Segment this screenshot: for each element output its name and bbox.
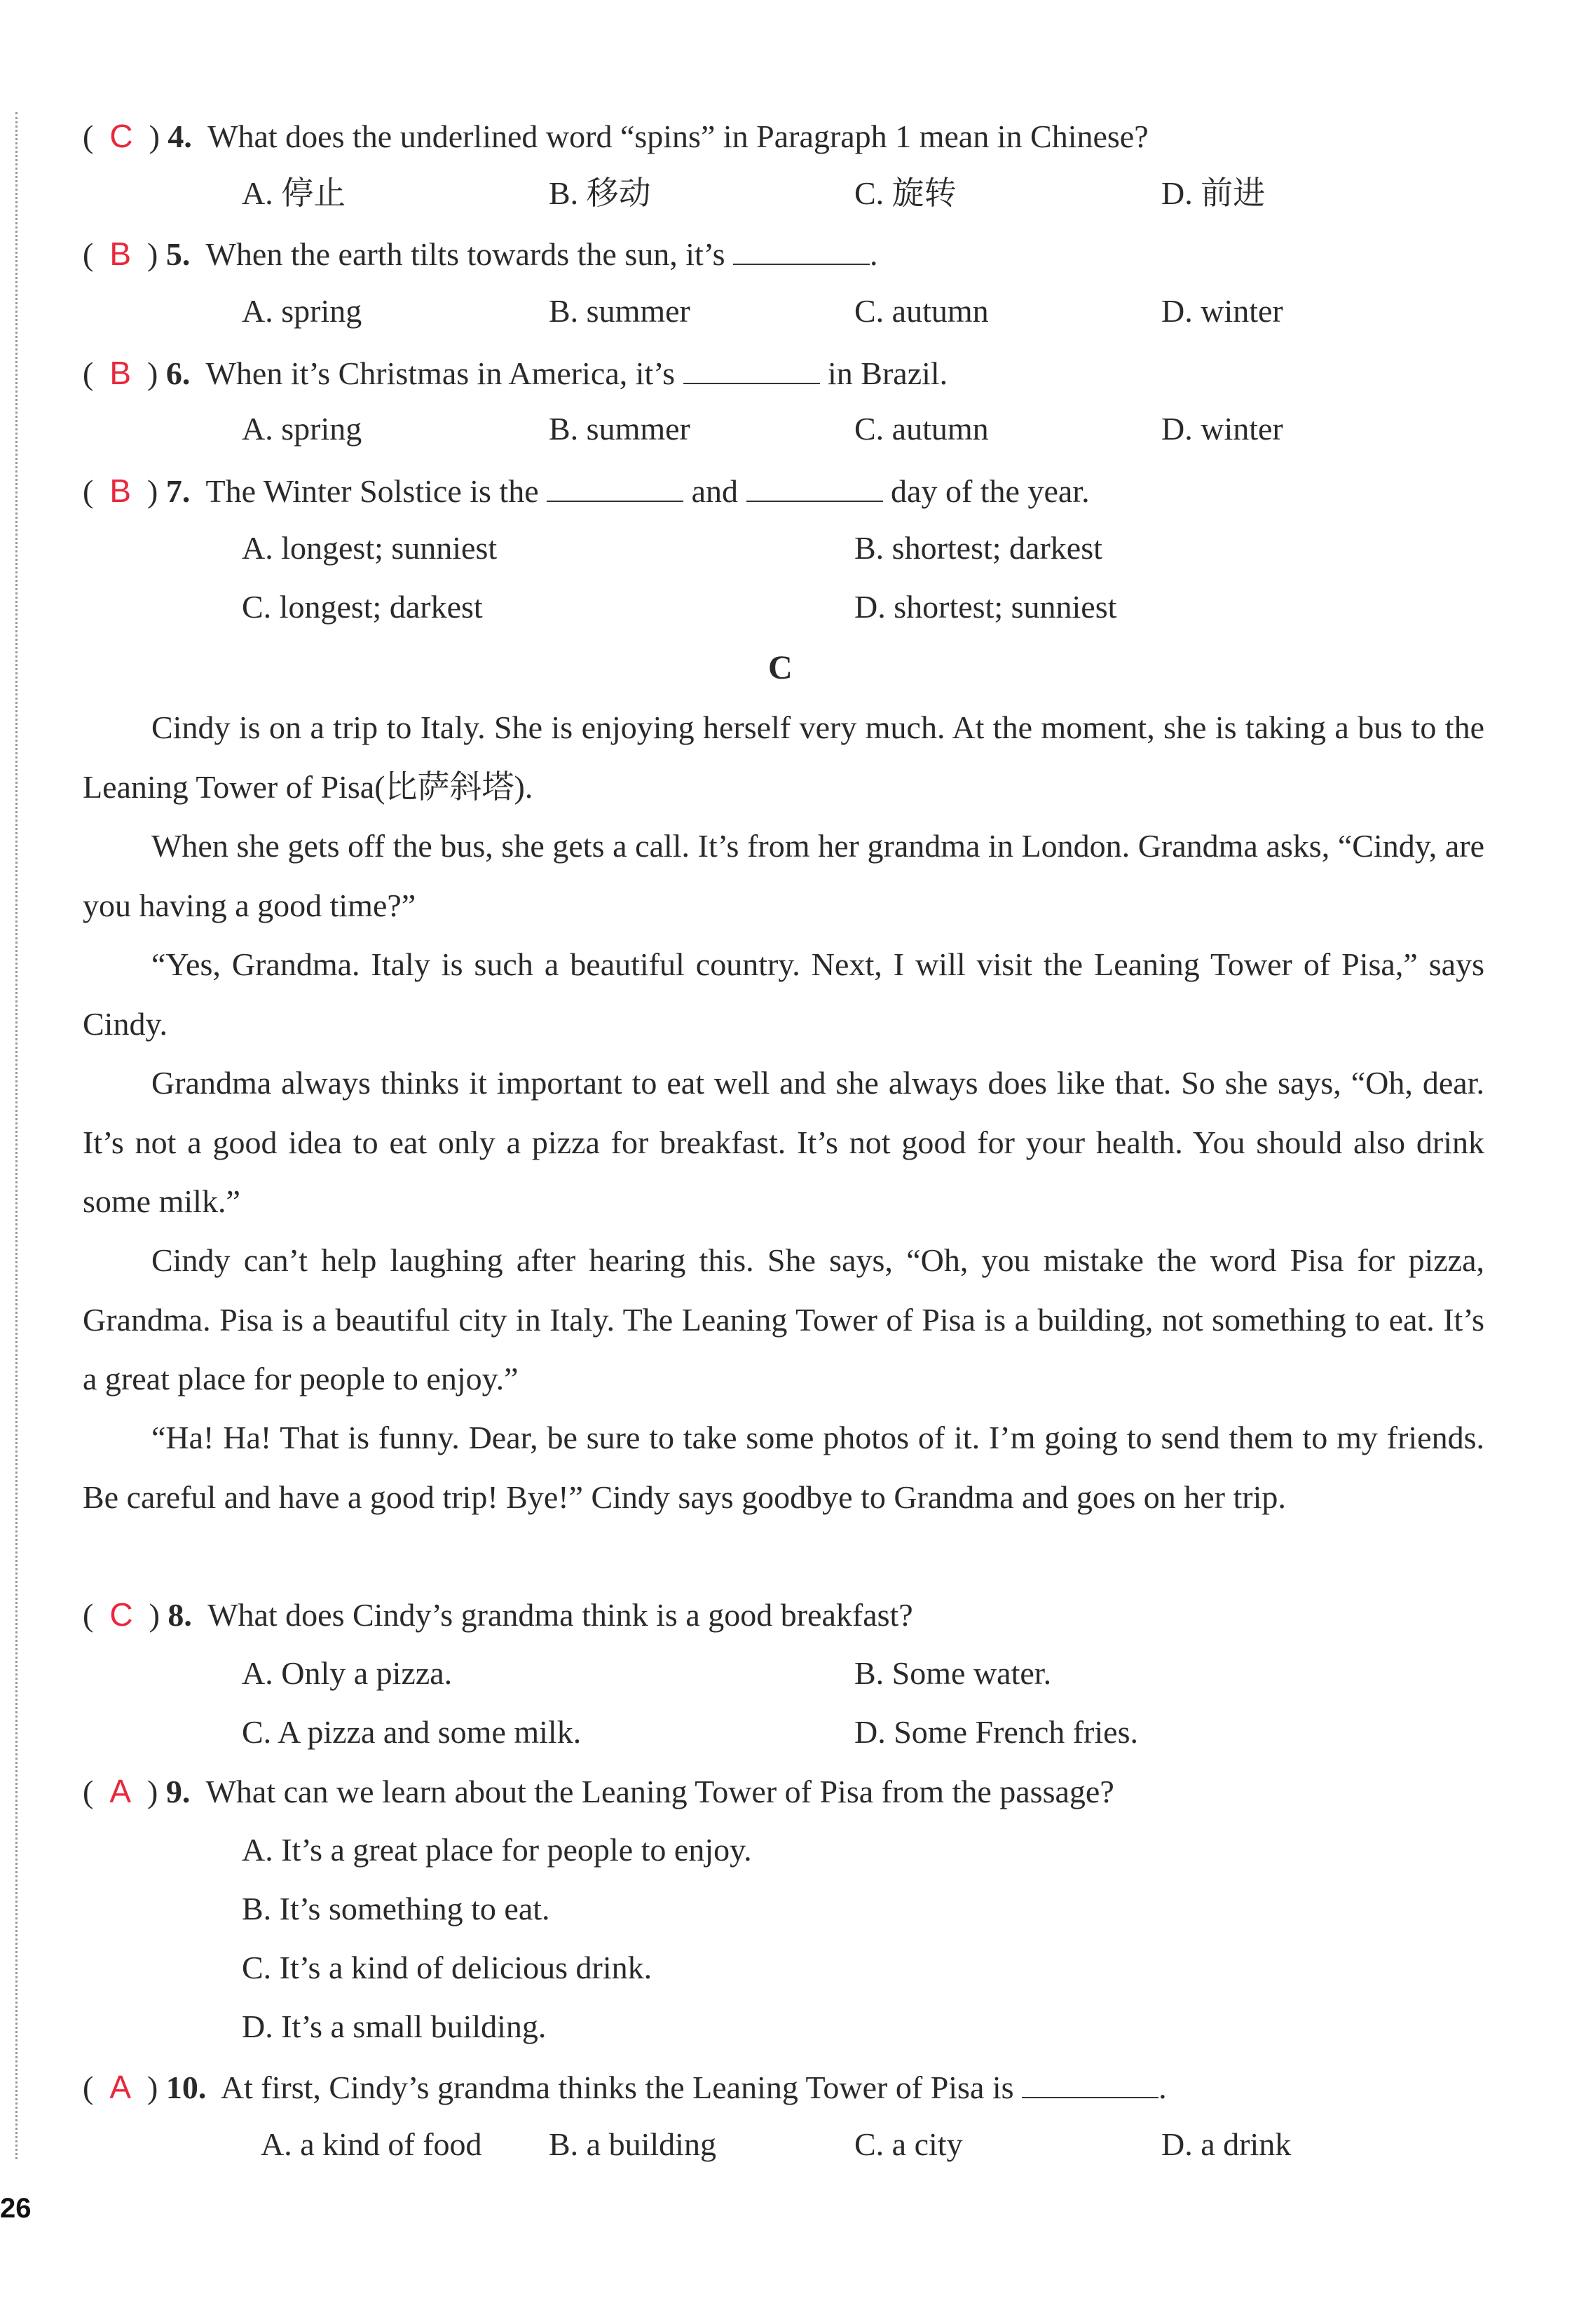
question-9: ( A ) 9. What can we learn about the Leaning Tower of Pisa from the passage? xyxy=(83,1773,1114,1809)
question-5: ( B ) 5. When the earth tilts towards the sun, it’s . xyxy=(83,231,877,276)
question-4: ( C ) 4. What does the underlined word “spins” in Paragraph 1 mean in Chinese? xyxy=(83,118,1149,154)
question-text: When it’s Christmas in America, it’s xyxy=(205,355,675,391)
question-6: ( B ) 6. When it’s Christmas in America, it’s in Brazil. xyxy=(83,351,948,395)
answer-mark: C xyxy=(109,118,133,154)
question-text: What does the underlined word “spins” in Paragraph 1 mean in Chinese? xyxy=(207,118,1149,154)
answer-blank xyxy=(1022,2065,1158,2098)
option-b: B. 移动 xyxy=(549,175,651,211)
question-number: 7. xyxy=(165,473,191,509)
option-a: A. 停止 xyxy=(242,175,346,211)
question-number: 8. xyxy=(168,1597,192,1633)
passage-paragraph: “Yes, Grandma. Italy is such a beautiful country. Next, I will visit the Leaning Tower of Pisa,” says Cindy. xyxy=(83,946,1484,1042)
answer-blank xyxy=(733,231,870,265)
question-number: 9. xyxy=(165,1774,191,1809)
passage-paragraph: Cindy is on a trip to Italy. She is enjoying herself very much. At the moment, she is taking a bus to the Leaning Tower of Pisa(比萨斜塔). xyxy=(83,709,1484,805)
answer-mark: B xyxy=(109,236,132,272)
option-a: A. It’s a great place for people to enjoy. xyxy=(242,1832,752,1868)
question-10: ( A ) 10. At first, Cindy’s grandma thinks the Leaning Tower of Pisa is . xyxy=(83,2065,1167,2109)
option-c: C. It’s a kind of delicious drink. xyxy=(242,1950,652,1985)
passage-paragraph: Grandma always thinks it important to eat well and she always does like that. So she says, “Oh, dear. It’s not a good idea to eat only a pizza for breakfast. It’s not good for your health. You should also drink some milk.” xyxy=(83,1065,1484,1219)
option-c: C. autumn xyxy=(854,293,989,329)
option-d: D. Some French fries. xyxy=(854,1714,1138,1750)
passage-paragraph: Cindy can’t help laughing after hearing this. She says, “Oh, you mistake the word Pisa for pizza, Grandma. Pisa is a beautiful city in Italy. The Leaning Tower of Pisa is a building, not something to eat. It’s a great place for people to enjoy.” xyxy=(83,1242,1484,1397)
option-c: C. autumn xyxy=(854,411,989,447)
option-d: D. shortest; sunniest xyxy=(854,589,1117,625)
option-c: C. A pizza and some milk. xyxy=(242,1714,582,1750)
question-text: What does Cindy’s grandma think is a good breakfast? xyxy=(207,1597,913,1633)
question-number: 4. xyxy=(168,118,192,154)
binding-margin-dotted-line xyxy=(15,112,18,2159)
option-d: D. 前进 xyxy=(1161,175,1266,211)
option-b: B. summer xyxy=(549,293,690,329)
answer-mark: B xyxy=(109,473,132,509)
option-c: C. a city xyxy=(854,2126,963,2162)
answer-blank xyxy=(547,468,683,502)
question-number: 10. xyxy=(165,2070,207,2105)
question-7: ( B ) 7. The Winter Solstice is the and day of the year. xyxy=(83,468,1090,512)
option-b: B. Some water. xyxy=(854,1655,1052,1691)
option-c: C. 旋转 xyxy=(854,175,957,211)
question-text: What can we learn about the Leaning Tower of Pisa from the passage? xyxy=(205,1774,1114,1809)
answer-blank xyxy=(683,351,820,384)
section-heading: C xyxy=(768,649,793,686)
question-text: When the earth tilts towards the sun, it’s xyxy=(205,236,725,272)
answer-mark: A xyxy=(109,2069,132,2105)
option-a: A. spring xyxy=(242,411,362,447)
option-d: D. winter xyxy=(1161,411,1283,447)
option-d: D. a drink xyxy=(1161,2126,1292,2162)
answer-blank xyxy=(746,468,883,502)
answer-mark: C xyxy=(109,1596,133,1633)
option-d: D. It’s a small building. xyxy=(242,2009,547,2044)
question-text: The Winter Solstice is the xyxy=(205,473,539,509)
question-number: 6. xyxy=(165,355,191,391)
option-b: B. It’s something to eat. xyxy=(242,1891,550,1927)
passage-paragraph: “Ha! Ha! That is funny. Dear, be sure to take some photos of it. I’m going to send them to my friends. Be careful and have a good trip! Bye!” Cindy says goodbye to Grandma and goes on her trip. xyxy=(83,1420,1484,1515)
question-8: ( C ) 8. What does Cindy’s grandma think is a good breakfast? xyxy=(83,1596,913,1633)
question-number: 5. xyxy=(165,236,191,272)
option-b: B. shortest; darkest xyxy=(854,530,1102,566)
question-text: At first, Cindy’s grandma thinks the Leaning Tower of Pisa is xyxy=(220,2070,1014,2105)
answer-mark: B xyxy=(109,355,132,391)
option-b: B. summer xyxy=(549,411,690,447)
answer-mark: A xyxy=(109,1773,132,1809)
page-number: 26 xyxy=(0,2193,32,2224)
option-b: B. a building xyxy=(549,2126,716,2162)
option-d: D. winter xyxy=(1161,293,1283,329)
option-a: A. Only a pizza. xyxy=(242,1655,453,1691)
passage-paragraph: When she gets off the bus, she gets a call. It’s from her grandma in London. Grandma asks, “Cindy, are you having a good time?” xyxy=(83,828,1484,923)
option-c: C. longest; darkest xyxy=(242,589,483,625)
option-a: A. spring xyxy=(242,293,362,329)
option-a: A. a kind of food xyxy=(261,2126,482,2162)
option-a: A. longest; sunniest xyxy=(242,530,498,566)
